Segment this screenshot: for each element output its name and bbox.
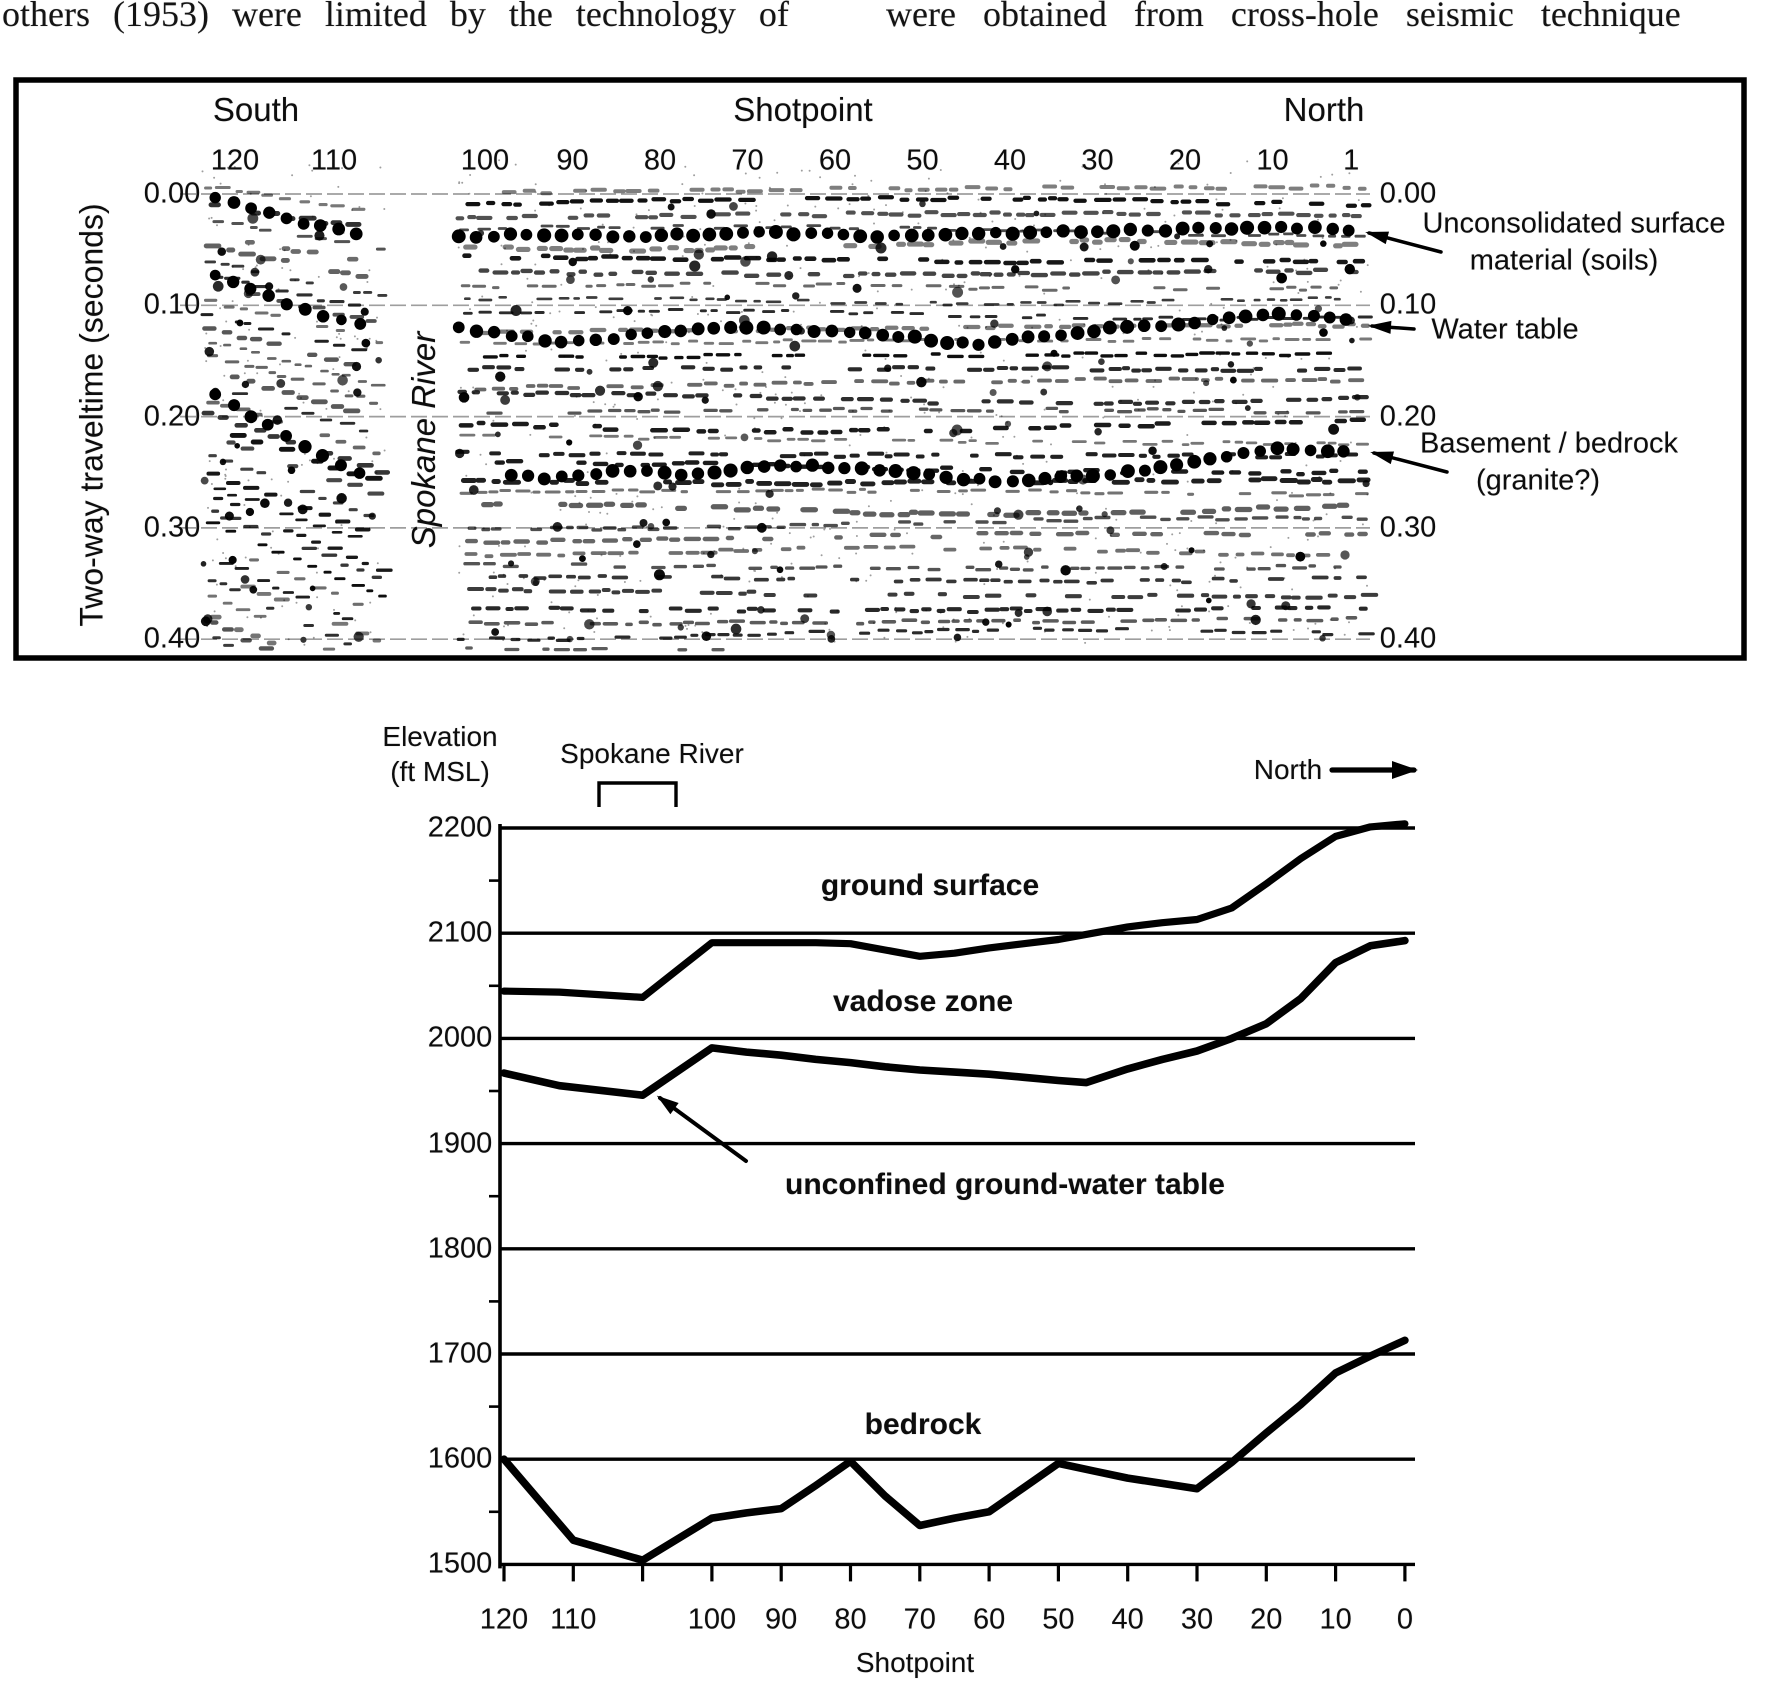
seismic-time-tick-left: 0.00 (143, 177, 201, 210)
north-arrow-icon (1332, 761, 1418, 779)
elevation-x-tick: 120 (479, 1603, 529, 1636)
elevation-x-tick: 0 (1396, 1603, 1413, 1636)
curve-label-water-table: unconfined ground-water table (785, 1167, 1225, 1201)
elevation-x-tick: 20 (1250, 1603, 1283, 1636)
elevation-x-tick: 90 (765, 1603, 798, 1636)
elevation-y-tick: 2000 (427, 1021, 493, 1054)
seismic-time-tick-right: 0.20 (1379, 400, 1437, 433)
body-text-left-column: others (1953) were limited by the technology of (2, 0, 789, 34)
direction-label-north: North (1283, 91, 1365, 129)
seismic-shotpoint-tick: 90 (556, 144, 589, 177)
elevation-x-tick: 10 (1319, 1603, 1352, 1636)
elevation-x-tick: 40 (1111, 1603, 1144, 1636)
annotation-soils-line1: Unconsolidated surface (1422, 207, 1726, 240)
curve-label-vadose-zone: vadose zone (832, 984, 1014, 1018)
elevation-y-tick: 2100 (427, 916, 493, 949)
elevation-x-tick: 60 (972, 1603, 1006, 1636)
elevation-y-tick: 1500 (427, 1547, 493, 1580)
seismic-y-axis-title: Two-way traveltime (seconds) (73, 203, 110, 627)
seismic-shotpoint-tick: 110 (310, 144, 358, 177)
seismic-shotpoint-tick: 50 (906, 144, 939, 177)
elevation-x-tick: 80 (834, 1603, 867, 1636)
seismic-shotpoint-tick: 80 (643, 144, 677, 177)
annotation-bedrock-line1: Basement / bedrock (1420, 427, 1678, 460)
elevation-y-tick: 2200 (427, 811, 493, 844)
seismic-shotpoint-tick: 70 (731, 144, 764, 177)
ground-surface-line (504, 824, 1405, 998)
river-extent-bracket (599, 783, 676, 807)
annotation-bedrock-line2: (granite?) (1475, 464, 1601, 497)
north-label-elevation: North (1253, 753, 1323, 785)
seismic-shotpoint-tick: 10 (1256, 144, 1289, 177)
seismic-time-tick-left: 0.30 (143, 511, 201, 544)
seismic-time-tick-right: 0.10 (1379, 288, 1437, 321)
elevation-x-tick: 100 (687, 1603, 737, 1636)
seismic-shotpoint-tick: 30 (1081, 144, 1114, 177)
seismic-time-tick-left: 0.40 (143, 622, 201, 655)
elevation-x-tick: 70 (903, 1603, 936, 1636)
elevation-axis-title-line1: Elevation (382, 720, 498, 752)
seismic-time-tick-left: 0.10 (143, 288, 201, 321)
bedrock-line (504, 1340, 1405, 1560)
elevation-axis-title-line2: (ft MSL) (390, 755, 490, 787)
seismic-time-tick-left: 0.20 (143, 400, 201, 433)
seismic-shotpoint-tick: 20 (1168, 144, 1202, 177)
elevation-x-tick: 110 (550, 1603, 597, 1636)
seismic-time-tick-right: 0.30 (1379, 511, 1437, 544)
elevation-y-tick: 1600 (427, 1442, 493, 1475)
annotation-soils-line2: material (soils) (1469, 244, 1659, 277)
elevation-x-tick: 30 (1180, 1603, 1214, 1636)
elevation-x-tick: 50 (1042, 1603, 1075, 1636)
elevation-y-tick: 1900 (427, 1127, 493, 1160)
elevation-x-axis-title: Shotpoint (855, 1646, 975, 1678)
seismic-x-axis-title: Shotpoint (733, 91, 873, 129)
curve-label-bedrock: bedrock (864, 1407, 982, 1441)
elevation-y-tick: 1800 (427, 1232, 493, 1265)
water-table-pointer-arrow (657, 1096, 746, 1161)
seismic-shotpoint-tick: 100 (460, 144, 510, 177)
seismic-shotpoint-tick: 1 (1343, 144, 1360, 177)
seismic-shotpoint-tick: 60 (818, 144, 852, 177)
seismic-shotpoint-tick: 120 (210, 144, 260, 177)
seismic-time-tick-right: 0.40 (1379, 622, 1437, 655)
curve-label-ground-surface: ground surface (820, 868, 1040, 902)
body-text-right-column: were obtained from cross-hole seismic technique (886, 0, 1681, 34)
water-table-annotation-arrow (1368, 321, 1414, 334)
annotation-water-table: Water table (1431, 313, 1579, 346)
spokane-river-label-seismic: Spokane River (405, 331, 443, 549)
seismic-shotpoint-tick: 40 (993, 144, 1027, 177)
direction-label-south: South (212, 91, 300, 129)
seismic-time-tick-right: 0.00 (1379, 177, 1437, 210)
spokane-river-label-elevation: Spokane River (560, 737, 744, 769)
elevation-y-tick: 1700 (427, 1337, 493, 1370)
elevation-x-axis-ticks (504, 1564, 1405, 1581)
